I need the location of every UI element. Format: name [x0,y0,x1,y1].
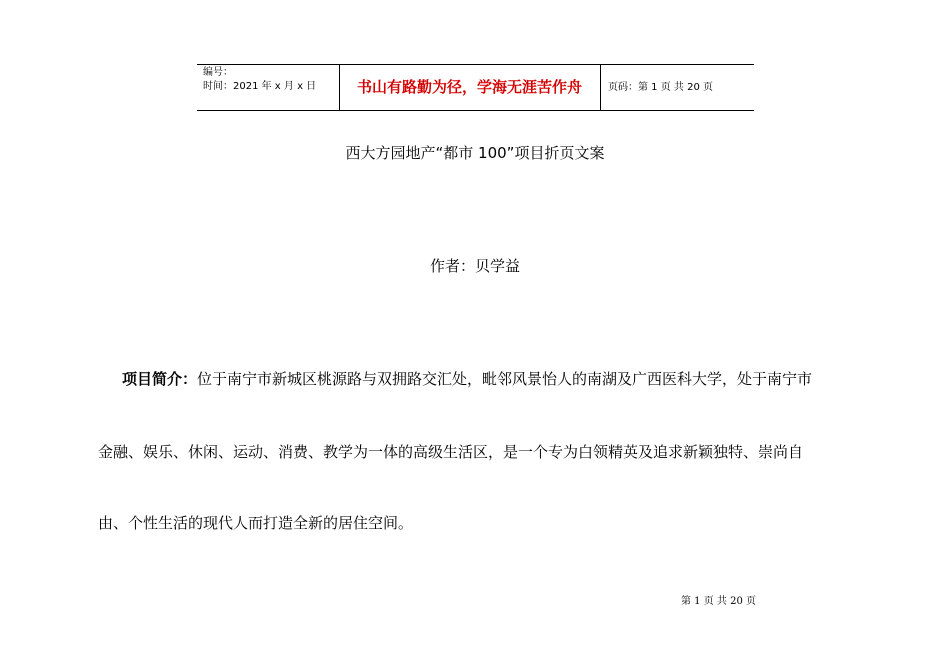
header-number-label: 编号： [203,67,233,78]
header-divider-right [600,64,601,110]
intro-line-1-text: 位于南宁市新城区桃源路与双拥路交汇处，毗邻风景怡人的南湖及广西医科大学，处于南宁市 [197,370,813,388]
header-page-info: 页码：第 1 页 共 20 页 [608,82,713,93]
header-meta [203,66,316,94]
document-title: 西大方园地产“都市 100”项目折页文案 [345,144,605,162]
intro-lead: 项目简介： [122,370,198,388]
header-motto: 书山有路勤为径，学海无涯苦作舟 [356,78,582,96]
header-top-rule [197,64,754,65]
page-footer: 第 1 页 共 20 页 [681,596,756,607]
document-author: 作者：贝学益 [429,257,520,275]
intro-line-2: 金融、娱乐、休闲、运动、消费、教学为一体的高级生活区，是一个专为白领精英及追求新颖独特、崇尚自 [98,443,804,461]
header-bottom-rule [197,110,754,111]
header-date-label: 时间：2021 年 x 月 x 日 [203,81,317,92]
intro-line-1 [122,369,812,389]
intro-line-3: 由、个性生活的现代人而打造全新的居住空间。 [98,514,414,532]
